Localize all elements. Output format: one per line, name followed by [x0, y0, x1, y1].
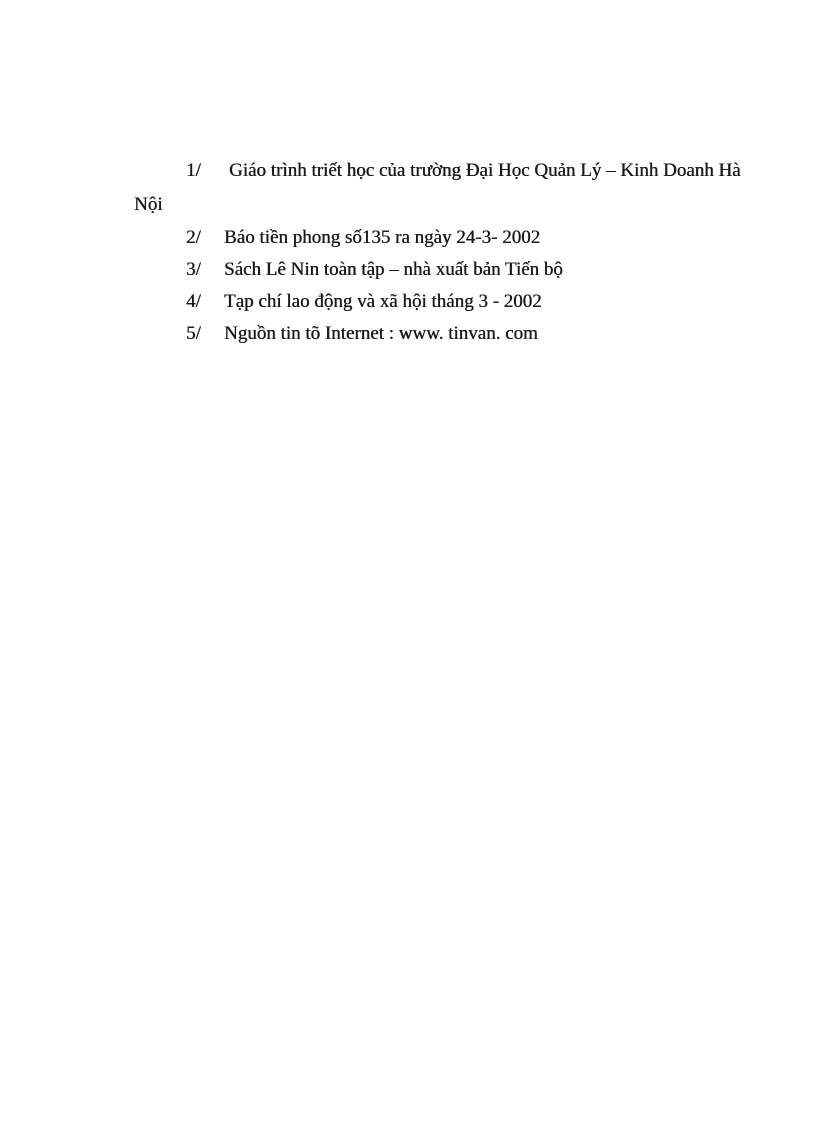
- reference-number: 4/: [186, 291, 201, 312]
- reference-number: 3/: [186, 259, 201, 280]
- reference-number: 2/: [186, 227, 201, 248]
- reference-number: 5/: [186, 323, 201, 344]
- reference-text: Sách Lê Nin toàn tập – nhà xuất bản Tiến bộ: [224, 259, 563, 280]
- reference-text: Báo tiền phong số135 ra ngày 24-3- 2002: [224, 227, 541, 248]
- reference-text: Nguồn tin tõ Internet : www. tinvan. com: [224, 323, 538, 344]
- reference-text-continuation: Nội: [134, 194, 163, 215]
- reference-text: Tạp chí lao động và xã hội tháng 3 - 2002: [224, 291, 542, 312]
- reference-number: 1/: [186, 160, 201, 181]
- reference-text: Giáo trình triết học của trường Đại Học Quản Lý – Kinh Doanh Hà: [229, 160, 741, 181]
